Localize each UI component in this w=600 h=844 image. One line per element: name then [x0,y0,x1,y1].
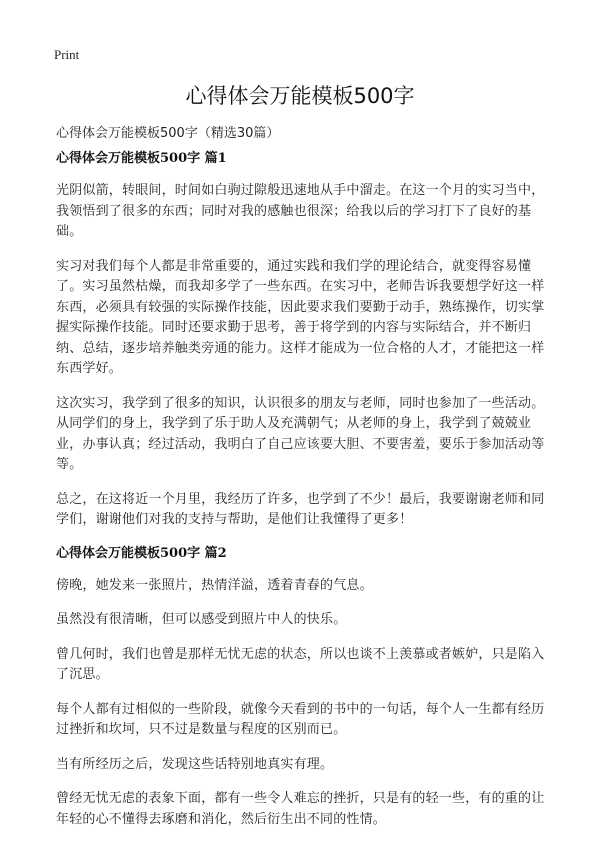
paragraph: 总之，在这将近一个月里，我经历了许多，也学到了不少！最后，我要谢谢老师和同学们，谢谢他们对我的支持与帮助，是他们让我懂得了更多！ [56,491,545,527]
section-heading: 心得体会万能模板500字 篇1 [56,151,227,166]
paragraph: 这次实习，我学到了很多的知识，认识很多的朋友与老师，同时也参加了一些活动。从同学们的身上，我学到了乐于助人及充满朝气；从老师的身上，我学到了兢兢业业，办事认真；经过活动，我明白了自己应该要大胆、不要害羞，要乐于参加活动等等。 [56,395,545,472]
page-subtitle: 心得体会万能模板500字（精选30篇） [56,126,280,141]
paragraph: 虽然没有很清晰，但可以感受到照片中人的快乐。 [56,612,347,627]
paragraph: 傍晚，她发来一张照片，热情洋溢，透着青春的气息。 [56,577,373,593]
paragraph: 每个人都有过相似的一些阶段，就像今天看到的书中的一句话，每个人一生都有经历过挫折和坎坷，只不过是数量与程度的区别而已。 [56,701,545,737]
paragraph: 当有所经历之后，发现这些话特别地真实有理。 [56,756,334,772]
section-heading: 心得体会万能模板500字 篇2 [56,545,227,561]
print-link[interactable]: Print [54,47,80,62]
page-title: 心得体会万能模板500字 [185,84,415,108]
paragraph: 曾几何时，我们也曾是那样无忧无虑的状态，所以也谈不上羡慕或者嫉妒，只是陷入了沉思。 [56,646,545,682]
paragraph: 光阴似箭，转眼间，时间如白驹过隙般迅速地从手中溜走。在这一个月的实习当中，我领悟到了很多的东西；同时对我的感触也很深；给我以后的学习打下了良好的基础。 [56,183,545,239]
paragraph: 曾经无忧无虑的表象下面，都有一些令人难忘的挫折，只是有的轻一些，有的重的让年轻的心不懂得去琢磨和消化，然后衍生出不同的性情。 [56,791,545,827]
paragraph: 实习对我们每个人都是非常重要的，通过实践和我们学的理论结合，就变得容易懂了。实习虽然枯燥，而我却多学了一些东西。在实习中，老师告诉我要想学好这一样东西，必须具有较强的实际操作技能，因此要求我们要勤于动手，熟练操作，切实掌握实际操作技能。同时还要求勤于思考，善于将学到的内容与实际结合，并不断归纳、总结，逐步培养触类旁通的能力。这样才能成为一位合格的人才，才能把这一样东西学好。 [56,258,545,376]
article-body [56,150,546,844]
